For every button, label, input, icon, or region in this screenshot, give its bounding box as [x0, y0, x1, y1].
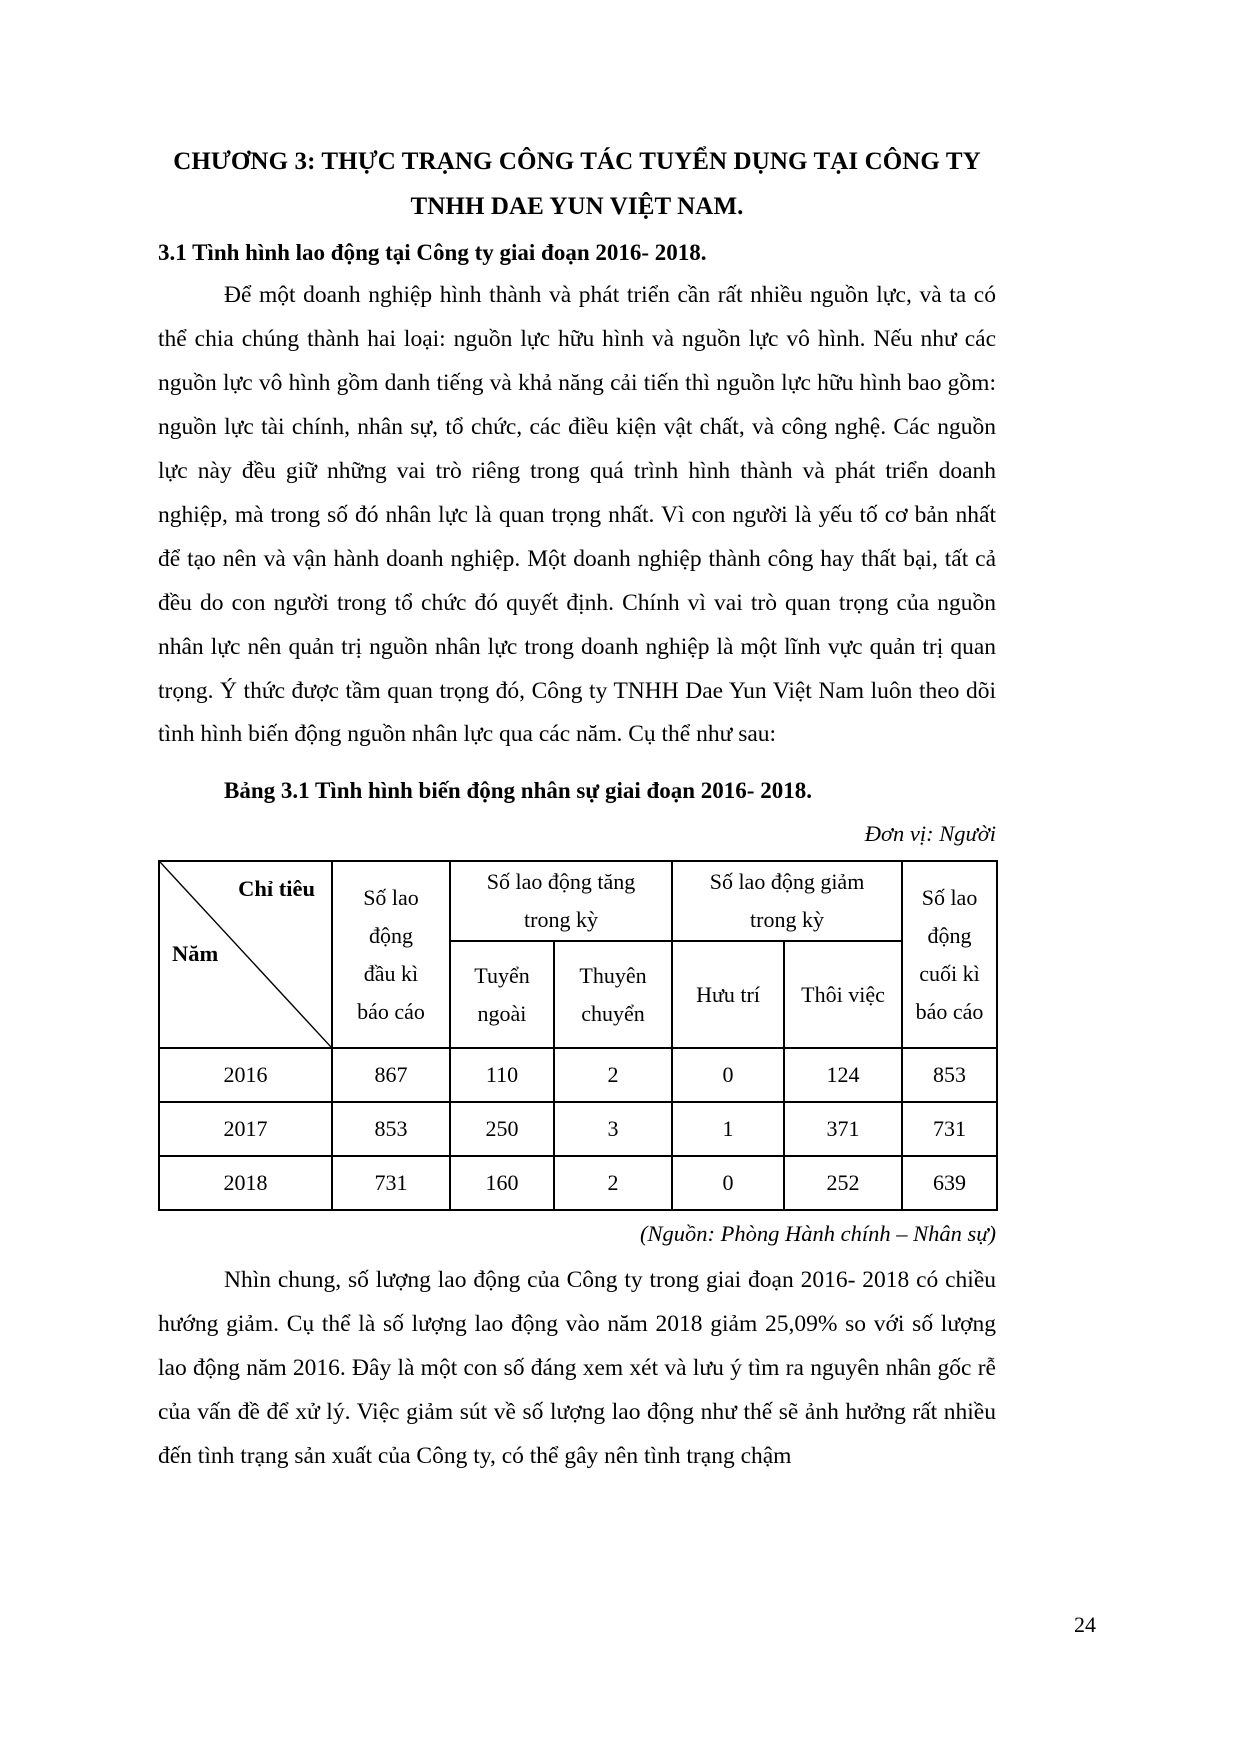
row-year: 2017: [159, 1102, 332, 1156]
row-huu-tri: 1: [672, 1102, 784, 1156]
table-source-note: (Nguồn: Phòng Hành chính – Nhân sự): [639, 1221, 996, 1247]
row-start-count: 731: [332, 1156, 450, 1210]
header-increase-group: [450, 861, 672, 941]
page-content: [158, 140, 996, 1479]
table-row: [159, 1048, 997, 1102]
header-start-count-line-2: động: [369, 922, 413, 948]
header-sub-tuyen-ngoai-line-2: ngoài: [477, 1000, 527, 1026]
body-paragraph-2: Nhìn chung, số lượng lao động của Công ty trong giai đoạn 2016- 2018 có chiều hướng giảm. Cụ thể là số lượng lao động vào năm 2018 giảm 25,09% so với số lượng lao động năm 2016. Đây là một con số đáng xem xét và lưu ý tìm ra nguyên nhân gốc rễ của vấn đề để xử lý. Việc giảm sút về số lượng lao động như thế sẽ ảnh hưởng rất nhiều đến tình trạng sản xuất của Công ty, có thể gây nên tình trạng chậm: [158, 1267, 996, 1469]
table-caption: Bảng 3.1 Tình hình biến động nhân sự giai đoạn 2016- 2018.: [224, 778, 812, 804]
row-thuyen-chuyen: 2: [554, 1048, 672, 1102]
row-thuyen-chuyen: 3: [554, 1102, 672, 1156]
header-sub-tuyen-ngoai: [450, 941, 554, 1048]
row-thoi-viec: 252: [784, 1156, 902, 1210]
table-unit-note: Đơn vị: Người: [864, 820, 996, 846]
header-decrease-group: [672, 861, 902, 941]
header-sub-thuyen-chuyen: [554, 941, 672, 1048]
row-tuyen-ngoai: 110: [450, 1048, 554, 1102]
section-heading: 3.1 Tình hình lao động tại Công ty giai đoạn 2016- 2018.: [158, 240, 707, 265]
row-thoi-viec: 124: [784, 1048, 902, 1102]
table-row: [159, 1102, 997, 1156]
body-paragraph-1: Để một doanh nghiệp hình thành và phát triển cần rất nhiều nguồn lực, và ta có thể chia chúng thành hai loại: nguồn lực hữu hình và nguồn lực vô hình. Nếu như các nguồn lực vô hình gồm danh tiếng và khả năng cải tiến thì nguồn lực hữu hình bao gồm: nguồn lực tài chính, nhân sự, tổ chức, các điều kiện vật chất, và công nghệ. Các nguồn lực này đều giữ những vai trò riêng trong quá trình hình thành và phát triển doanh nghiệp, mà trong số đó nhân lực là quan trọng nhất. Vì con người là yếu tố cơ bản nhất để tạo nên và vận hành doanh nghiệp. Một doanh nghiệp thành công hay thất bại, tất cả đều do con người trong tổ chức đó quyết định. Chính vì vai trò quan trọng của nguồn nhân lực nên quản trị nguồn nhân lực trong doanh nghiệp là một lĩnh vực quản trị quan trọng. Ý thức được tầm quan trọng đó, Công ty TNHH Dae Yun Việt Nam luôn theo dõi tình hình biến động nguồn nhân lực qua các năm. Cụ thể như sau:: [158, 282, 996, 748]
header-decrease-line-1: Số lao động giảm: [709, 869, 865, 895]
corner-row-label: Năm: [172, 940, 219, 966]
header-end-count-line-1: Số lao: [921, 885, 978, 911]
header-end-count-line-3: cuối kì: [919, 960, 980, 986]
row-end-count: 639: [902, 1156, 997, 1210]
row-tuyen-ngoai: 250: [450, 1102, 554, 1156]
row-huu-tri: 0: [672, 1156, 784, 1210]
header-sub-thuyen-chuyen-line-1: Thuyên: [579, 962, 647, 988]
table-row: [159, 1156, 997, 1210]
header-start-count: [332, 861, 450, 1048]
row-year: 2016: [159, 1048, 332, 1102]
table-header-row-1: [159, 861, 997, 941]
header-start-count-line-1: Số lao: [363, 885, 419, 911]
header-start-count-line-3: đầu kì: [363, 960, 419, 986]
corner-column-label: Chỉ tiêu: [238, 876, 315, 902]
page-title-line-2: TNHH DAE YUN VIỆT NAM.: [410, 192, 744, 220]
header-increase-line-1: Số lao động tăng: [486, 869, 636, 895]
row-huu-tri: 0: [672, 1048, 784, 1102]
page-title-line-1: CHƯƠNG 3: THỰC TRẠNG CÔNG TÁC TUYỂN DỤNG TẠI CÔNG TY: [173, 148, 981, 175]
header-sub-huu-tri: [672, 941, 784, 1048]
header-start-count-line-4: báo cáo: [357, 998, 425, 1024]
row-start-count: 853: [332, 1102, 450, 1156]
row-end-count: 853: [902, 1048, 997, 1102]
header-end-count-line-4: báo cáo: [915, 998, 984, 1024]
personnel-change-table: [158, 860, 998, 1211]
header-end-count-line-2: động: [927, 922, 972, 948]
header-sub-tuyen-ngoai-line-1: Tuyển: [474, 962, 530, 988]
header-end-count: [902, 861, 997, 1048]
row-year: 2018: [159, 1156, 332, 1210]
header-sub-thoi-viec: [784, 941, 902, 1048]
row-thuyen-chuyen: 2: [554, 1156, 672, 1210]
table-corner-cell: [159, 861, 332, 1048]
row-start-count: 867: [332, 1048, 450, 1102]
row-tuyen-ngoai: 160: [450, 1156, 554, 1210]
row-end-count: 731: [902, 1102, 997, 1156]
header-sub-huu-tri-line-1: Hưu trí: [696, 981, 760, 1007]
header-sub-thoi-viec-line-1: Thôi việc: [801, 981, 885, 1007]
header-increase-line-2: trong kỳ: [524, 907, 598, 933]
header-sub-thuyen-chuyen-line-2: chuyển: [581, 1000, 645, 1026]
page-number: 24: [1074, 1612, 1096, 1637]
header-decrease-line-2: trong kỳ: [750, 907, 824, 933]
row-thoi-viec: 371: [784, 1102, 902, 1156]
page-title: [158, 140, 996, 229]
